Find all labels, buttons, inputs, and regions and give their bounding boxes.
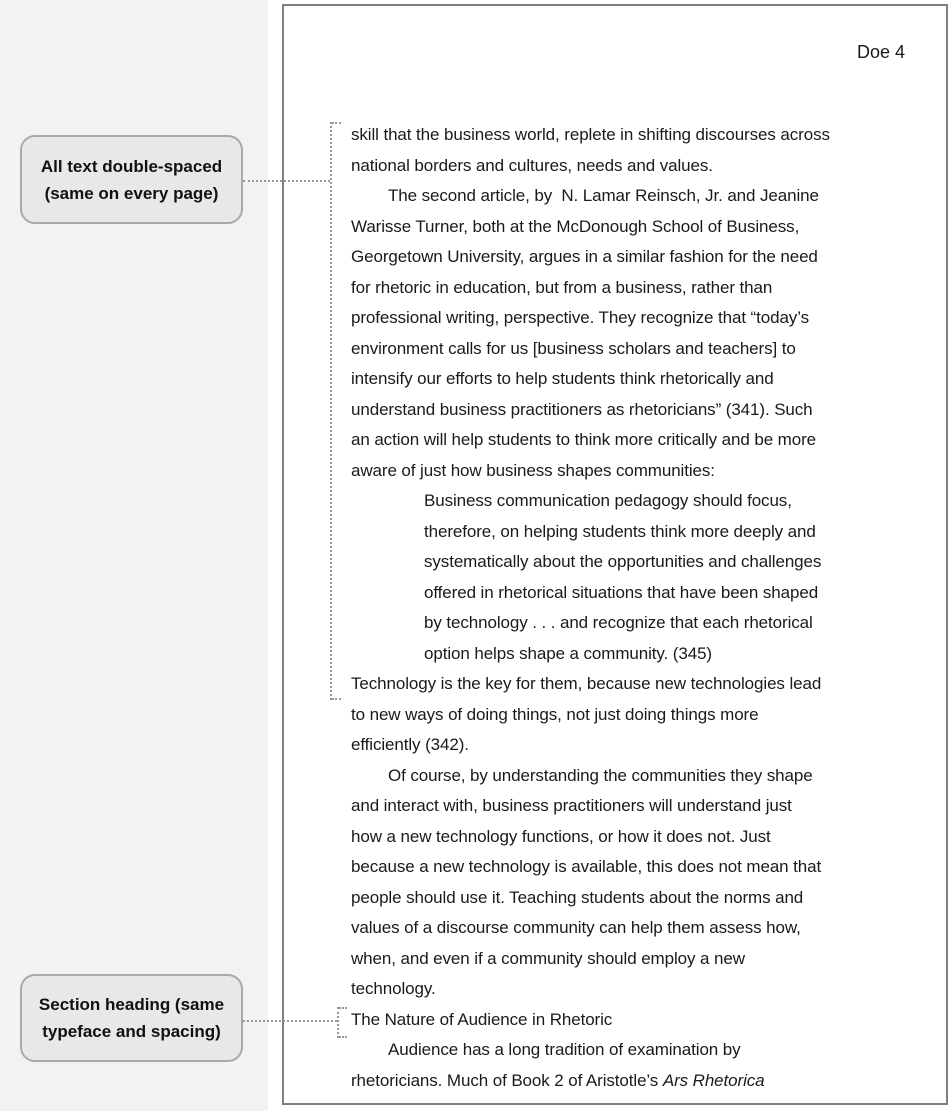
body-line: skill that the business world, replete in shifting discourses across — [351, 125, 830, 144]
body-line: national borders and cultures, needs and values. — [351, 155, 713, 175]
body-line: aware of just how business shapes communities: — [351, 460, 715, 480]
body-line: therefore, on helping students think more deeply and — [424, 521, 816, 541]
body-line: intensify our efforts to help students think rhetorically and — [351, 369, 774, 388]
body-line: Warisse Turner, both at the McDonough School of Business, — [351, 216, 800, 236]
body-line: efficiently (342). — [351, 735, 469, 754]
body-line: understand business practitioners as rhetoricians” (341). Such — [351, 399, 813, 419]
body-line: because a new technology is available, this does not mean that — [351, 857, 822, 876]
body-line: when, and even if a community should employ a new — [351, 948, 745, 968]
body-line: Audience has a long tradition of examination by — [388, 1040, 741, 1059]
body-line: Georgetown University, argues in a similar fashion for the need — [351, 247, 818, 266]
body-line: how a new technology functions, or how it does not. Just — [351, 826, 771, 846]
annotation-callout-section-heading — [20, 974, 243, 1062]
leader-line-section-heading — [243, 1020, 337, 1022]
callout-text-line: All text double-spaced — [40, 156, 223, 176]
body-line: an action will help students to think more critically and be more — [351, 430, 817, 449]
body-line: values of a discourse community can help them assess how, — [351, 918, 801, 937]
callout-text-line: (same on every page) — [44, 183, 219, 203]
body-line: to new ways of doing things, not just doing things more — [351, 704, 759, 724]
body-line: by technology . . . and recognize that each rhetorical — [424, 613, 813, 632]
callout-text-line: Section heading (same — [38, 995, 225, 1014]
dotted-bracket-top-arm — [332, 122, 341, 124]
section-heading: The Nature of Audience in Rhetoric — [351, 1009, 613, 1029]
dotted-bracket-double-spaced — [330, 122, 332, 700]
annotation-panel — [0, 0, 268, 1111]
body-line: professional writing, perspective. They recognize that “today’s — [351, 308, 809, 327]
document-body — [351, 120, 907, 1096]
body-line: environment calls for us [business scholars and teachers] to — [351, 338, 796, 358]
body-line: Business communication pedagogy should focus, — [424, 491, 792, 510]
dotted-bracket-bottom-arm — [339, 1036, 347, 1038]
dotted-bracket-top-arm — [339, 1007, 347, 1009]
dotted-bracket-section-heading — [337, 1007, 339, 1038]
body-line: technology. — [351, 979, 436, 998]
body-line: rhetoricians. Much of Book 2 of Aristotle’s Ars Rhetorica — [351, 1070, 765, 1090]
italic-title: Ars Rhetorica — [662, 1070, 765, 1090]
body-line: and interact with, business practitioners will understand just — [351, 796, 792, 815]
body-line: offered in rhetorical situations that have been shaped — [424, 582, 819, 602]
body-line: Of course, by understanding the communities they shape — [388, 765, 813, 785]
body-line: people should use it. Teaching students about the norms and — [351, 887, 804, 907]
body-line: systematically about the opportunities and challenges — [424, 552, 822, 571]
body-line: Technology is the key for them, because new technologies lead — [351, 674, 822, 693]
dotted-bracket-bottom-arm — [332, 698, 341, 700]
leader-line-double-spaced — [243, 180, 330, 182]
page-header-number: Doe 4 — [856, 42, 905, 62]
body-line: The second article, by N. Lamar Reinsch, Jr. and Jeanine — [388, 186, 819, 205]
callout-text-line: typeface and spacing) — [42, 1022, 221, 1041]
body-line: for rhetoric in education, but from a business, rather than — [351, 277, 773, 297]
annotation-callout-double-spaced — [20, 135, 243, 224]
body-line: option helps shape a community. (345) — [424, 643, 712, 663]
